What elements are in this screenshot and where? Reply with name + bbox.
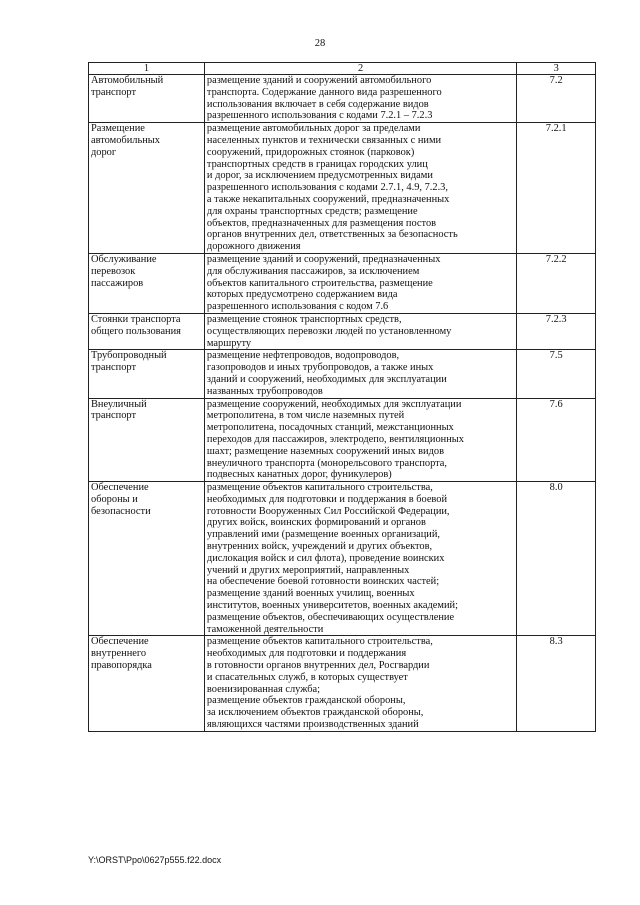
header-col-1: 1 <box>89 63 205 75</box>
use-description-line: размещение стоянок транспортных средств, <box>206 313 402 325</box>
use-description-line: объектов капитального строительства, размещение <box>206 277 433 289</box>
table-row <box>89 313 596 349</box>
use-description <box>204 398 516 482</box>
use-name-line: пассажиров <box>91 277 144 289</box>
use-description-line: учений и других мероприятий, направленных <box>206 564 410 576</box>
use-description-line: размещение сооружений, необходимых для эксплуатации <box>206 398 462 410</box>
table-row <box>89 253 596 313</box>
use-name-line: обороны и <box>91 493 138 505</box>
use-name-line: транспорт <box>91 86 137 98</box>
use-description <box>204 75 516 123</box>
use-description-line: дислокация войск и сил флота), проведение воинских <box>206 552 445 564</box>
use-name-line: Обеспечение <box>91 482 149 494</box>
use-description-line: институтов, военных университетов, военных академий; <box>206 600 458 612</box>
use-code: 7.5 <box>517 350 596 398</box>
use-name <box>89 123 205 254</box>
use-name-line: транспорт <box>91 410 137 422</box>
use-description-line: управлений ими (размещение военных организаций, <box>206 529 441 541</box>
use-description-line: необходимых для подготовки и поддержания в боевой <box>206 493 448 505</box>
use-description-line: размещение автомобильных дорог за пределами <box>206 123 421 135</box>
use-description-line: осуществляющих перевозки людей по установленному <box>206 325 452 337</box>
table-row <box>89 123 596 254</box>
use-description-line: сооружений, придорожных стоянок (парковок) <box>206 146 415 158</box>
use-name <box>89 636 205 731</box>
use-name-line: безопасности <box>91 505 151 517</box>
table-row <box>89 398 596 482</box>
use-description-line: внутренних войск, учреждений и других объектов, <box>206 541 433 553</box>
use-name <box>89 398 205 482</box>
use-code: 7.2.2 <box>517 253 596 313</box>
use-description-line: за исключением объектов гражданской обороны, <box>206 707 424 719</box>
use-name-line: Внеуличный <box>91 398 147 410</box>
land-use-table <box>88 62 596 732</box>
use-description-line: населенных пунктов и технически связанных с ними <box>206 134 442 146</box>
use-description-line: разрешенного использования с кодом 7.6 <box>206 301 389 313</box>
use-name-line: Размещение <box>91 123 145 135</box>
use-description-line: переходов для пассажиров, электродепо, вентиляционных <box>206 433 464 445</box>
use-description-line: других войск, воинских формирований и органов <box>206 517 426 529</box>
table-row <box>89 75 596 123</box>
table-row <box>89 636 596 731</box>
use-name-line: общего пользования <box>91 325 181 337</box>
use-description-line: которых предусмотрено содержанием вида <box>206 289 398 301</box>
use-description-line: названных трубопроводов <box>206 385 323 397</box>
use-description-line: готовности Вооруженных Сил Российской Федерации, <box>206 505 450 517</box>
header-col-3: 3 <box>517 63 596 75</box>
use-name-line: Обслуживание <box>91 253 157 265</box>
use-code: 8.0 <box>517 482 596 636</box>
use-description <box>204 482 516 636</box>
use-description-line: для обслуживания пассажиров, за исключением <box>206 265 420 277</box>
use-description-line: размещение объектов капитального строительства, <box>206 482 433 494</box>
use-description-line: разрешенного использования с кодами 2.7.1, 4.9, 7.2.3, <box>206 182 448 194</box>
use-description-line: зданий и сооружений, необходимых для эксплуатации <box>206 373 447 385</box>
use-description-line: размещение объектов, обеспечивающих осуществление <box>206 611 455 623</box>
use-description-line: внеуличного транспорта (монорельсового транспорта, <box>206 457 448 469</box>
use-description <box>204 350 516 398</box>
use-name-line: дорог <box>91 146 117 158</box>
use-code: 7.2.3 <box>517 313 596 349</box>
table-header-row <box>89 63 596 75</box>
use-name <box>89 313 205 349</box>
use-description-line: метрополитена, в том числе наземных путей <box>206 410 405 422</box>
use-name-line: Трубопроводный <box>91 350 167 362</box>
use-description-line: военизированная служба; <box>206 683 321 695</box>
use-description-line: размещение объектов гражданской обороны, <box>206 695 406 707</box>
use-code: 7.2.1 <box>517 123 596 254</box>
use-description-line: являющихся частями производственных зданий <box>206 719 419 731</box>
use-description-line: объектов, предназначенных для размещения постов <box>206 217 437 229</box>
use-name-line: Обеспечение <box>91 636 149 648</box>
use-description-line: транспортных средств в границах городских улиц <box>206 158 428 170</box>
use-description-line: метрополитена, посадочных станций, межстанционных <box>206 422 454 434</box>
use-description-line: органов внутренних дел, ответственных за безопасность <box>206 229 458 241</box>
use-name-line: перевозок <box>91 265 136 277</box>
use-description-line: дорожного движения <box>206 241 301 253</box>
use-description-line: необходимых для подготовки и поддержания <box>206 648 407 660</box>
use-description-line: таможенной деятельности <box>206 623 324 635</box>
use-description-line: разрешенного использования с кодами 7.2.1 – 7.2.3 <box>206 110 433 122</box>
use-name-line: внутреннего <box>91 648 147 660</box>
use-name-line: Автомобильный <box>91 75 164 86</box>
use-name-line: правопорядка <box>91 660 152 672</box>
footer-file-path: Y:\ORST\Ppo\0627p555.f22.docx <box>88 855 222 865</box>
use-name-line: транспорт <box>91 362 137 374</box>
use-name <box>89 482 205 636</box>
use-description <box>204 636 516 731</box>
use-description-line: подвесных канатных дорог, фуникулеров) <box>206 469 392 481</box>
header-col-2: 2 <box>204 63 516 75</box>
use-description-line: шахт; размещение наземных сооружений иных видов <box>206 445 444 457</box>
use-description-line: в готовности органов внутренних дел, Росгвардии <box>206 660 430 672</box>
use-description-line: для охраны транспортных средств; размещение <box>206 205 418 217</box>
use-description-line: на обеспечение боевой готовности воинских частей; <box>206 576 440 588</box>
use-description-line: а также некапитальных сооружений, предназначенных <box>206 193 450 205</box>
table-row <box>89 482 596 636</box>
use-code: 7.6 <box>517 398 596 482</box>
use-description-line: размещение нефтепроводов, водопроводов, <box>206 350 400 362</box>
use-description-line: газопроводов и иных трубопроводов, а также иных <box>206 362 434 374</box>
use-name <box>89 253 205 313</box>
use-description-line: размещение объектов капитального строительства, <box>206 636 433 648</box>
use-description <box>204 123 516 254</box>
use-description-line: размещение зданий и сооружений, предназначенных <box>206 253 441 265</box>
page-number: 28 <box>314 38 326 49</box>
use-name-line: автомобильных <box>91 134 160 146</box>
use-description-line: и дорог, за исключением предусмотренных видами <box>206 170 433 182</box>
use-code: 8.3 <box>517 636 596 731</box>
table-row <box>89 350 596 398</box>
use-name <box>89 75 205 123</box>
use-description <box>204 253 516 313</box>
use-description-line: размещение зданий и сооружений автомобильного <box>206 75 432 86</box>
use-code: 7.2 <box>517 75 596 123</box>
use-description-line: размещение зданий военных училищ, военных <box>206 588 415 600</box>
use-name <box>89 350 205 398</box>
use-name-line: Стоянки транспорта <box>91 313 181 325</box>
use-description-line: и спасательных служб, в которых существует <box>206 671 408 683</box>
use-description-line: маршруту <box>206 337 252 349</box>
use-description-line: транспорта. Содержание данного вида разрешенного <box>206 86 442 98</box>
use-description <box>204 313 516 349</box>
use-description-line: использования включает в себя содержание видов <box>206 98 429 110</box>
